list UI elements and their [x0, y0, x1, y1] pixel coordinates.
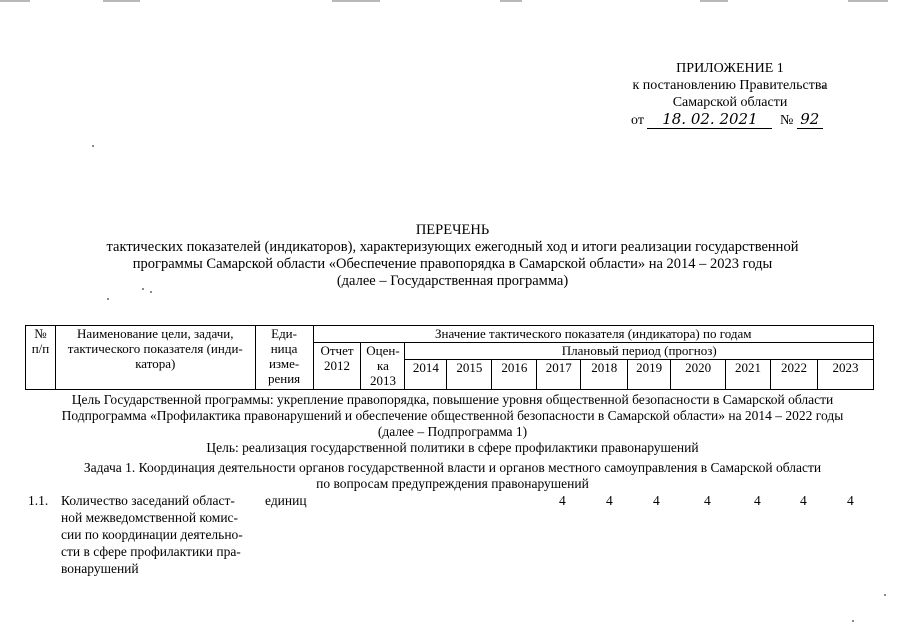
- header-year: 2017: [537, 360, 581, 390]
- header-plan-period: Плановый период (прогноз): [405, 343, 874, 360]
- header-unit: Еди- ница изме- рения: [255, 326, 313, 390]
- header-year: 2016: [492, 360, 537, 390]
- appendix-decree: к постановлению Правительства: [632, 78, 828, 93]
- scan-artifact: [0, 0, 30, 2]
- appendix-title: ПРИЛОЖЕНИЕ 1: [676, 61, 784, 76]
- scan-speck: [150, 291, 152, 293]
- subprogram-goal: Цель: реализация государственной политики в сфере профилактики правонарушений: [206, 440, 699, 455]
- subprogram-title: Подпрограмма «Профилактика правонарушений и обеспечение общественной безопасности в Самарской области» на 2014 – 2022 годы: [61, 408, 844, 423]
- indicator-name-line: Количество заседаний област-: [61, 493, 235, 508]
- indicator-name-line: сии по координации деятельно-: [61, 527, 243, 542]
- header-year: 2022: [771, 360, 818, 390]
- header-year: 2014: [405, 360, 447, 390]
- title-line-3: (далее – Государственная программа): [336, 273, 569, 289]
- header-values: Значение тактического показателя (индикатора) по годам: [313, 326, 873, 343]
- document-title: [0, 222, 905, 290]
- row-unit: единиц: [265, 493, 307, 508]
- header-year: 2023: [817, 360, 873, 390]
- scan-artifact: [700, 0, 728, 2]
- value-2020: 4: [704, 493, 711, 508]
- header-year: 2021: [726, 360, 771, 390]
- scan-artifact: [332, 0, 380, 2]
- value-2021: 4: [754, 493, 761, 508]
- scan-speck: [852, 620, 854, 622]
- date-from-label: от: [631, 113, 644, 128]
- value-2018: 4: [606, 493, 613, 508]
- indicators-table-header: [25, 325, 874, 390]
- header-year: 2015: [447, 360, 492, 390]
- appendix-date-line: [631, 110, 823, 130]
- scan-artifact: [848, 0, 888, 2]
- indicator-name: [61, 492, 261, 577]
- number-label: №: [779, 113, 794, 128]
- scan-speck: [107, 298, 109, 300]
- task-line-1: Задача 1. Координация деятельности органов государственной власти и органов местного самоуправления в Самарской области: [83, 460, 822, 475]
- value-2017: 4: [559, 493, 566, 508]
- subprogram-abbrev: (далее – Подпрограмма 1): [377, 424, 528, 439]
- task-line-2: по вопросам предупреждения правонарушений: [316, 476, 589, 491]
- indicator-name-line: сти в сфере профилактики пра-: [61, 544, 241, 559]
- title-line-2: программы Самарской области «Обеспечение правопорядка в Самарской области» на 2014 – 2023 годы: [132, 256, 773, 272]
- title-heading: ПЕРЕЧЕНЬ: [415, 222, 490, 238]
- header-year: 2018: [581, 360, 628, 390]
- indicator-name-line: вонарушений: [61, 561, 139, 576]
- indicator-name-line: ной межведомственной комис-: [61, 510, 239, 525]
- appendix-region: Самарской области: [672, 95, 788, 110]
- header-report: Отчет 2012: [313, 343, 361, 390]
- scan-speck: [92, 145, 94, 147]
- scan-speck: [884, 594, 886, 596]
- header-estimate: Оцен- ка 2013: [361, 343, 405, 390]
- scan-artifact: [103, 0, 140, 2]
- row-number: 1.1.: [28, 493, 49, 508]
- signature-date: 18. 02. 2021: [647, 110, 772, 129]
- signature-number: 92: [797, 110, 823, 129]
- scan-artifact: [500, 0, 522, 2]
- value-2022: 4: [800, 493, 807, 508]
- header-name: Наименование цели, задачи, тактического показателя (инди- катора): [55, 326, 255, 390]
- header-year: 2020: [671, 360, 726, 390]
- value-2019: 4: [653, 493, 660, 508]
- value-2023: 4: [847, 493, 854, 508]
- header-year: 2019: [628, 360, 671, 390]
- state-program-goal: Цель Государственной программы: укрепление правопорядка, повышение уровня общественной безопасности в Самарской области: [71, 392, 834, 407]
- appendix-block: [600, 60, 860, 111]
- header-num: № п/п: [26, 326, 56, 390]
- title-line-1: тактических показателей (индикаторов), характеризующих ежегодный ход и итоги реализации государственной: [106, 239, 799, 255]
